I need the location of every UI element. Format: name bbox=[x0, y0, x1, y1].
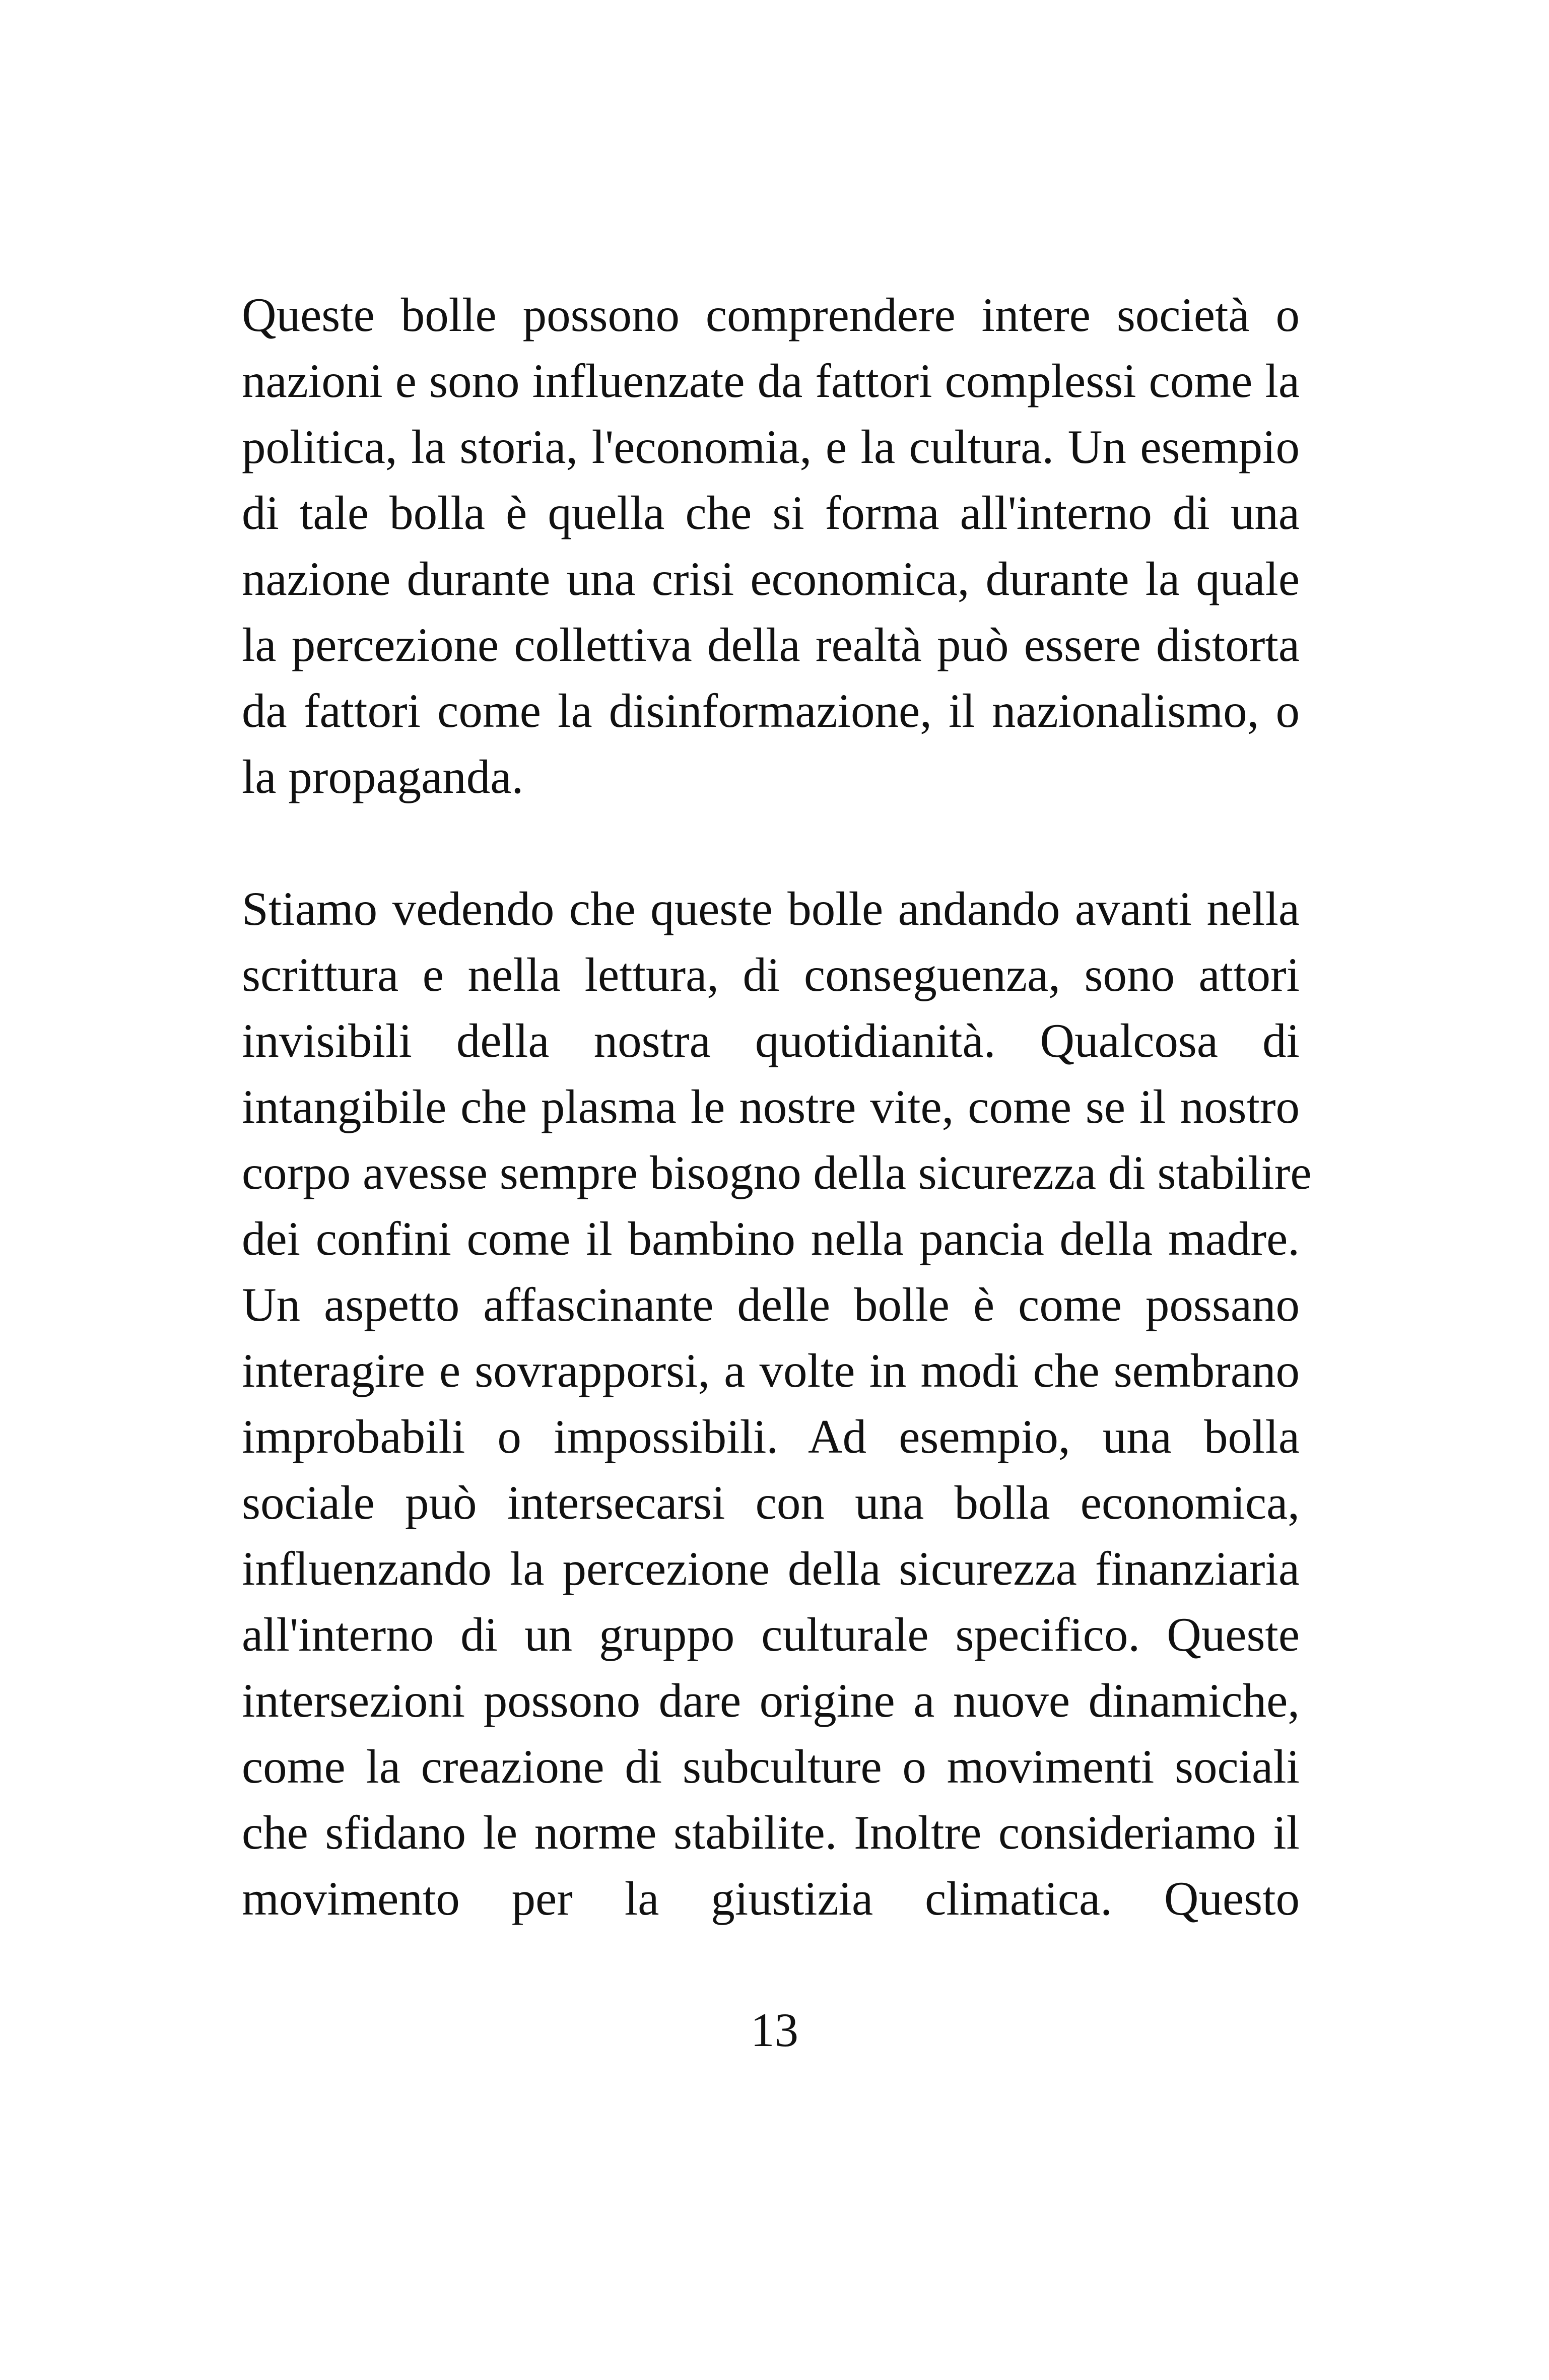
text-line: Queste bolle possono comprendere intere società o bbox=[242, 288, 1300, 342]
page-number: 13 bbox=[751, 2003, 798, 2057]
text-line: dei confini come il bambino nella pancia della madre. bbox=[242, 1212, 1300, 1265]
text-line: la percezione collettiva della realtà può essere distorta bbox=[242, 618, 1300, 671]
text-line: movimento per la giustizia climatica. Questo bbox=[242, 1872, 1300, 1925]
paragraph-spacer bbox=[242, 810, 1300, 876]
text-line: scrittura e nella lettura, di conseguenza, sono attori bbox=[242, 948, 1300, 1001]
paragraph-1 bbox=[242, 282, 1300, 810]
text-line: di tale bolla è quella che si forma all'interno di una bbox=[242, 486, 1300, 539]
text-line: che sfidano le norme stabilite. Inoltre consideriamo il bbox=[242, 1806, 1300, 1859]
text-line: corpo avesse sempre bisogno della sicurezza di stabilire bbox=[242, 1146, 1312, 1199]
text-line: intersezioni possono dare origine a nuove dinamiche, bbox=[242, 1674, 1300, 1727]
text-line: Un aspetto affascinante delle bolle è come possano bbox=[242, 1278, 1300, 1331]
text-line: come la creazione di subculture o movimenti sociali bbox=[242, 1740, 1300, 1793]
page-body bbox=[242, 282, 1312, 1932]
text-line: invisibili della nostra quotidianità. Qualcosa di bbox=[242, 1014, 1300, 1067]
text-line: sociale può intersecarsi con una bolla economica, bbox=[242, 1476, 1300, 1529]
text-line: improbabili o impossibili. Ad esempio, una bolla bbox=[242, 1410, 1300, 1463]
text-line: la propaganda. bbox=[242, 750, 524, 803]
text-line: nazioni e sono influenzate da fattori complessi come la bbox=[242, 354, 1300, 407]
text-line: intangibile che plasma le nostre vite, come se il nostro bbox=[242, 1080, 1300, 1133]
text-line: all'interno di un gruppo culturale specifico. Queste bbox=[242, 1608, 1300, 1661]
text-line: interagire e sovrapporsi, a volte in modi che sembrano bbox=[242, 1344, 1300, 1397]
text-line: Stiamo vedendo che queste bolle andando avanti nella bbox=[242, 882, 1300, 935]
text-line: influenzando la percezione della sicurezza finanziaria bbox=[242, 1542, 1300, 1595]
paragraph-2 bbox=[242, 876, 1312, 1932]
text-line: da fattori come la disinformazione, il nazionalismo, o bbox=[242, 684, 1300, 737]
text-line: politica, la storia, l'economia, e la cultura. Un esempio bbox=[242, 420, 1300, 473]
text-line: nazione durante una crisi economica, durante la quale bbox=[242, 552, 1300, 605]
